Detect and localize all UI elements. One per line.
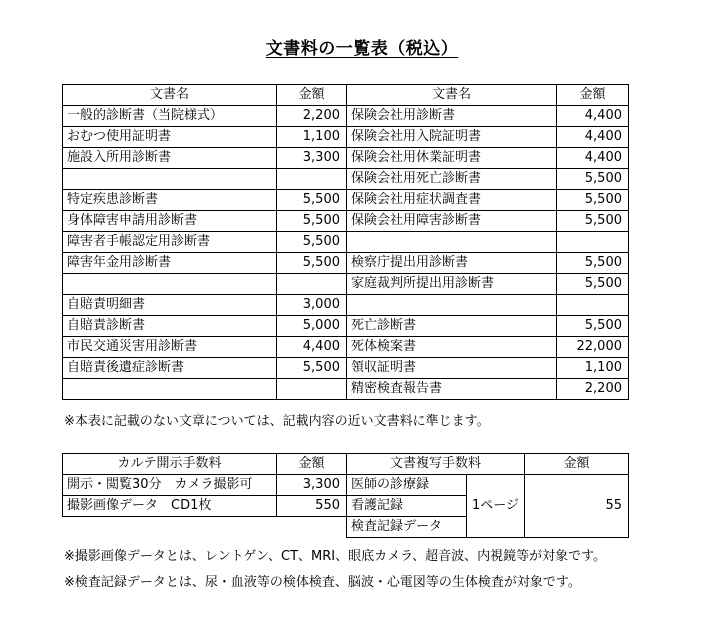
header-document-name: 文書名 <box>63 85 277 106</box>
left-document-name: 自賠責明細書 <box>63 295 277 316</box>
disclosure-item-name: 開示・閲覧30分 カメラ撮影可 <box>63 475 277 496</box>
left-document-price <box>277 169 347 190</box>
table-row <box>63 232 629 253</box>
note-unlisted-documents: ※本表に記載のない文章については、記載内容の近い文書料に準じます。 <box>64 414 490 429</box>
fee-table <box>62 84 629 400</box>
disclosure-item-name: 撮影画像データ CD1枚 <box>63 496 277 517</box>
table-row <box>63 253 629 274</box>
right-document-price: 2,200 <box>557 379 629 400</box>
right-document-price: 22,000 <box>557 337 629 358</box>
right-document-price: 5,500 <box>557 274 629 295</box>
left-document-price: 5,500 <box>277 211 347 232</box>
left-document-price: 3,300 <box>277 148 347 169</box>
copy-unit-price: 55 <box>525 475 629 538</box>
left-document-name <box>63 379 277 400</box>
right-document-name: 家庭裁判所提出用診断書 <box>347 274 557 295</box>
left-document-price <box>277 379 347 400</box>
copy-table-header <box>63 454 629 475</box>
header-document-copy-fee: 文書複写手数料 <box>347 454 525 475</box>
note-exam-data: ※検査記録データとは、尿・血液等の検体検査、脳波・心電図等の生体検査が対象です。 <box>64 575 581 590</box>
right-document-price: 1,100 <box>557 358 629 379</box>
left-document-name: 障害年金用診断書 <box>63 253 277 274</box>
left-document-price: 5,000 <box>277 316 347 337</box>
left-document-price <box>277 274 347 295</box>
table-row <box>63 475 629 496</box>
left-document-name <box>63 169 277 190</box>
left-document-price: 5,500 <box>277 190 347 211</box>
left-document-price: 5,500 <box>277 253 347 274</box>
right-document-name: 死体検案書 <box>347 337 557 358</box>
left-document-price: 5,500 <box>277 358 347 379</box>
empty-cell <box>63 517 277 538</box>
left-document-name: 市民交通災害用診断書 <box>63 337 277 358</box>
table-row <box>63 169 629 190</box>
right-document-name: 保険会社用入院証明書 <box>347 127 557 148</box>
note-image-data: ※撮影画像データとは、レントゲン、CT、MRI、眼底カメラ、超音波、内視鏡等が対象です。 <box>64 549 607 564</box>
right-document-name <box>347 295 557 316</box>
left-document-name: 施設入所用診断書 <box>63 148 277 169</box>
table-row <box>63 148 629 169</box>
table-row <box>63 295 629 316</box>
header-document-name: 文書名 <box>347 85 557 106</box>
right-document-name: 精密検査報告書 <box>347 379 557 400</box>
header-amount: 金額 <box>277 85 347 106</box>
copy-item-name: 医師の診療録 <box>347 475 467 496</box>
right-document-price: 4,400 <box>557 106 629 127</box>
right-document-price: 5,500 <box>557 169 629 190</box>
right-document-name: 死亡診断書 <box>347 316 557 337</box>
right-document-name: 領収証明書 <box>347 358 557 379</box>
empty-cell <box>277 517 347 538</box>
header-amount: 金額 <box>525 454 629 475</box>
header-amount: 金額 <box>557 85 629 106</box>
table-row <box>63 379 629 400</box>
left-document-name: 身体障害申請用診断書 <box>63 211 277 232</box>
header-amount: 金額 <box>277 454 347 475</box>
left-document-name: 一般的診断書（当院様式） <box>63 106 277 127</box>
left-document-price: 3,000 <box>277 295 347 316</box>
table-row <box>63 358 629 379</box>
right-document-name: 保険会社用死亡診断書 <box>347 169 557 190</box>
right-document-price: 5,500 <box>557 316 629 337</box>
left-document-name: 障害者手帳認定用診断書 <box>63 232 277 253</box>
copy-item-name: 看護記録 <box>347 496 467 517</box>
right-document-price <box>557 295 629 316</box>
left-document-name: 特定疾患診断書 <box>63 190 277 211</box>
table-row <box>63 127 629 148</box>
table-row <box>63 106 629 127</box>
left-document-price: 5,500 <box>277 232 347 253</box>
right-document-price <box>557 232 629 253</box>
table-row <box>63 190 629 211</box>
right-document-price: 5,500 <box>557 211 629 232</box>
left-document-price: 1,100 <box>277 127 347 148</box>
table-row <box>63 316 629 337</box>
right-document-price: 5,500 <box>557 190 629 211</box>
header-chart-disclosure-fee: カルテ開示手数料 <box>63 454 277 475</box>
page-title: 文書料の一覧表（税込） <box>265 39 459 59</box>
fee-table-header <box>63 85 629 106</box>
right-document-name: 保険会社用症状調査書 <box>347 190 557 211</box>
copy-fee-table <box>62 453 629 538</box>
right-document-price: 4,400 <box>557 127 629 148</box>
right-document-name: 保険会社用診断書 <box>347 106 557 127</box>
left-document-price: 2,200 <box>277 106 347 127</box>
right-document-name: 検察庁提出用診断書 <box>347 253 557 274</box>
table-row <box>63 211 629 232</box>
disclosure-item-price: 3,300 <box>277 475 347 496</box>
right-document-name: 保険会社用障害診断書 <box>347 211 557 232</box>
disclosure-item-price: 550 <box>277 496 347 517</box>
left-document-price: 4,400 <box>277 337 347 358</box>
copy-unit: 1ページ <box>467 475 525 538</box>
right-document-name: 保険会社用休業証明書 <box>347 148 557 169</box>
copy-item-name: 検査記録データ <box>347 517 467 538</box>
right-document-price: 5,500 <box>557 253 629 274</box>
left-document-name <box>63 274 277 295</box>
table-row <box>63 337 629 358</box>
right-document-name <box>347 232 557 253</box>
left-document-name: おむつ使用証明書 <box>63 127 277 148</box>
left-document-name: 自賠責後遺症診断書 <box>63 358 277 379</box>
right-document-price: 4,400 <box>557 148 629 169</box>
left-document-name: 自賠責診断書 <box>63 316 277 337</box>
table-row <box>63 274 629 295</box>
